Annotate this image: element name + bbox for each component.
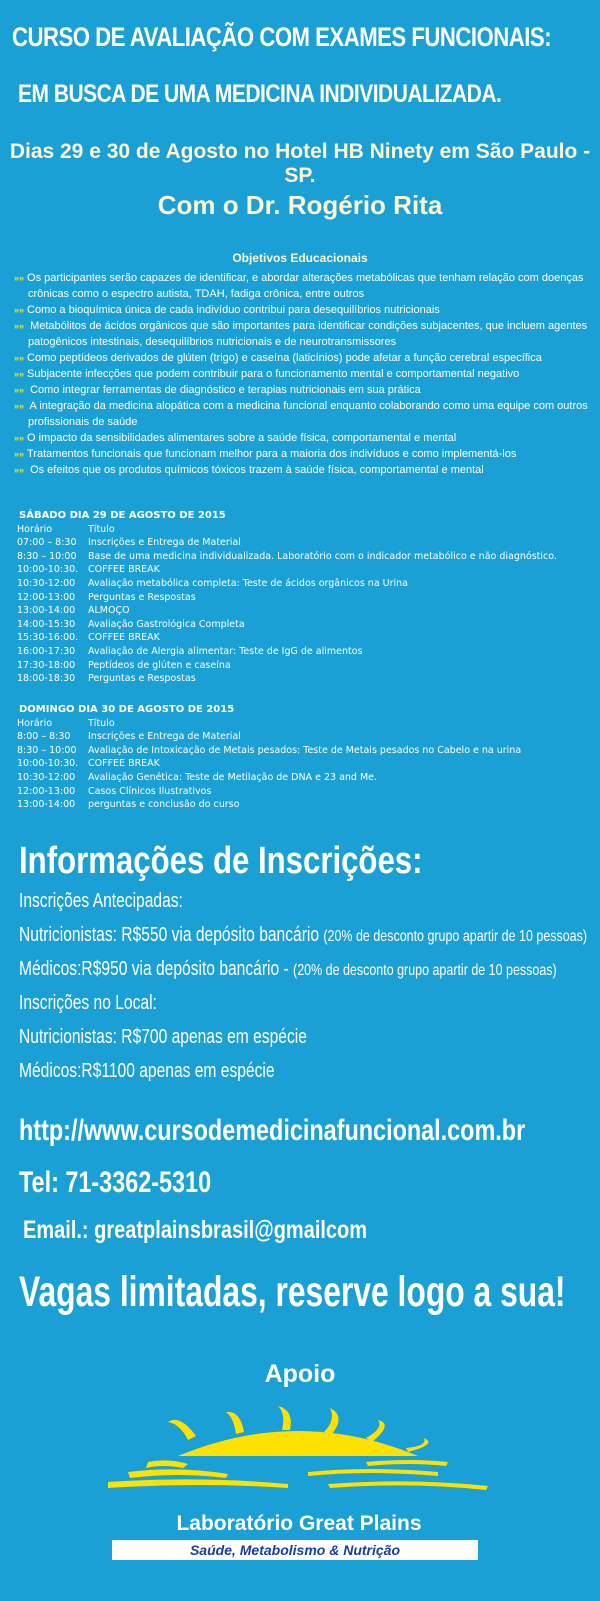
double-chevron-icon: »»: [14, 321, 25, 331]
list-item: »» Como peptídeos derivados de glúten (trigo) e caseína (laticínios) pode afetar a função cerebral específica: [14, 352, 542, 364]
double-chevron-icon: »»: [14, 353, 25, 363]
title-line-2: EM BUSCA DE UMA MEDICINA INDIVIDUALIZADA.: [18, 80, 502, 108]
table-row: 12:00-13:00 Perguntas e Respostas: [17, 591, 196, 603]
list-item: »» Tratamentos funcionais que funcionam melhor para a maioria dos indivíduos e como implementá-los: [14, 448, 517, 460]
list-item: »» Subjacente infecções que podem contribuir para o funcionamento mental e comportamental negativo: [14, 368, 520, 380]
list-item: »» A integração da medicina alopática com a medicina funcional enquanto colaborando como uma equipe com outros profissionais de saúde: [14, 400, 588, 428]
table-row: 10:00-10:30. COFFEE BREAK: [17, 758, 160, 770]
double-chevron-icon: »»: [14, 273, 25, 283]
sponsor-tagline: Saúde, Metabolismo & Nutrição: [112, 1540, 478, 1560]
sponsor-label: Apoio: [264, 1360, 336, 1388]
schedule-day-heading: DOMINGO DIA 30 DE AGOSTO DE 2015: [19, 704, 235, 715]
double-chevron-icon: »»: [14, 465, 25, 475]
list-item: »» Como integrar ferramentas de diagnóstico e terapias nutricionais em sua prática: [14, 384, 421, 396]
email-address[interactable]: Email.: greatplainsbrasil@gmailcom: [23, 1216, 368, 1244]
objectives-list: [14, 270, 594, 478]
double-chevron-icon: »»: [14, 449, 25, 459]
early-price-doctors: Médicos:R$950 via depósito bancário - (20% de desconto grupo apartir de 10 pessoas): [19, 958, 557, 980]
table-row: 12:00-13:00 Casos Clínicos Ilustrativos: [17, 785, 212, 797]
double-chevron-icon: »»: [14, 385, 25, 395]
registration-title: Informações de Inscrições:: [19, 840, 423, 882]
early-price-nutritionists: Nutricionistas: R$550 via depósito bancário (20% de desconto grupo apartir de 10 pessoas): [19, 924, 588, 946]
schedule-header: Horário Título: [17, 523, 115, 535]
schedule-header: Horário Título: [17, 717, 115, 729]
presenter: Com o Dr. Rogério Rita: [157, 190, 443, 220]
early-registration-label: Inscrições Antecipadas:: [19, 890, 183, 912]
schedule-day-heading: SÁBADO DIA 29 DE AGOSTO DE 2015: [19, 510, 226, 521]
event-dates: Dias 29 e 30 de Agosto no Hotel HB Ninety em São Paulo - SP.: [9, 140, 591, 187]
table-row: 8:30 – 10:00 Avaliação de Intoxicação de Metais pesados: Teste de Metais pesados no Cabelo e na urina: [17, 744, 522, 756]
title-line-1: CURSO DE AVALIAÇÃO COM EXAMES FUNCIONAIS:: [12, 22, 552, 52]
double-chevron-icon: »»: [14, 433, 25, 443]
table-row: 13:00-14:00 perguntas e conclusão do curso: [17, 799, 240, 811]
onsite-price-doctors: Médicos:R$1100 apenas em espécie: [19, 1060, 275, 1082]
list-item: »» Os efeitos que os produtos químicos tóxicos trazem à saúde física, comportamental e mental: [14, 464, 484, 476]
list-item: »» Metabólitos de ácidos orgânicos que são importantes para identificar condições subjacentes, que incluem agentes patogênicos intestinais, desequilíbrios nutricionais e de neurotransmissores: [14, 320, 588, 348]
double-chevron-icon: »»: [14, 369, 25, 379]
sunday-schedule: [17, 703, 597, 812]
table-row: 10:30-12:00 Avaliação Genética: Teste de Metilação de DNA e 23 and Me.: [17, 771, 378, 783]
phone-number: Tel: 71-3362-5310: [19, 1166, 212, 1199]
table-row: 13:00-14:00 ALMOÇO: [17, 605, 130, 617]
table-row: 16:00-17:30 Avaliação de Alergia alimentar: Teste de IgG de alimentos: [17, 645, 363, 657]
sponsor-name: Laboratório Great Plains: [176, 1512, 422, 1535]
list-item: »» Como a bioquímica única de cada indivíduo contribui para desequilíbrios nutricionais: [14, 304, 440, 316]
table-row: 07:00 – 8:30 Inscrições e Entrega de Material: [17, 537, 241, 549]
table-row: 17:30-18:00 Peptídeos de glúten e caseína: [17, 659, 231, 671]
double-chevron-icon: »»: [14, 401, 25, 411]
table-row: 10:30-12:00 Avaliação metabólica completa: Teste de ácidos orgânicos na Urina: [17, 577, 408, 589]
double-chevron-icon: »»: [14, 305, 25, 315]
objectives-title: Objetivos Educacionais: [232, 251, 368, 265]
list-item: »» Os participantes serão capazes de identificar, e abordar alterações metabólicas que tenham relação com doenças crônicas como o espectro autista, TDAH, fadiga crônica, entre outros: [14, 272, 584, 300]
table-row: 8:00 – 8:30 Inscrições e Entrega de Material: [17, 731, 241, 743]
table-row: 18:00-18:30 Perguntas e Respostas: [17, 673, 196, 685]
onsite-registration-label: Inscrições no Local:: [19, 992, 157, 1014]
website-link[interactable]: http://www.cursodemedicinafuncional.com.br: [19, 1114, 526, 1147]
onsite-price-nutritionists: Nutricionistas: R$700 apenas em espécie: [19, 1026, 307, 1048]
table-row: 15:30-16:00. COFFEE BREAK: [17, 632, 160, 644]
saturday-schedule: [17, 509, 597, 686]
registration-section: [19, 840, 594, 1082]
list-item: »» O impacto da sensibilidades alimentares sobre a saúde física, comportamental e mental: [14, 432, 457, 444]
table-row: 10:00-10:30. COFFEE BREAK: [17, 564, 160, 576]
table-row: 14:00-15:30 Avaliação Gastrológica Completa: [17, 618, 245, 630]
call-to-action: Vagas limitadas, reserve logo a sua!: [19, 1268, 566, 1316]
table-row: 8:30 – 10:00 Base de uma medicina individualizada. Laboratório com o indicador metabólico e não diagnóstico.: [17, 550, 557, 562]
